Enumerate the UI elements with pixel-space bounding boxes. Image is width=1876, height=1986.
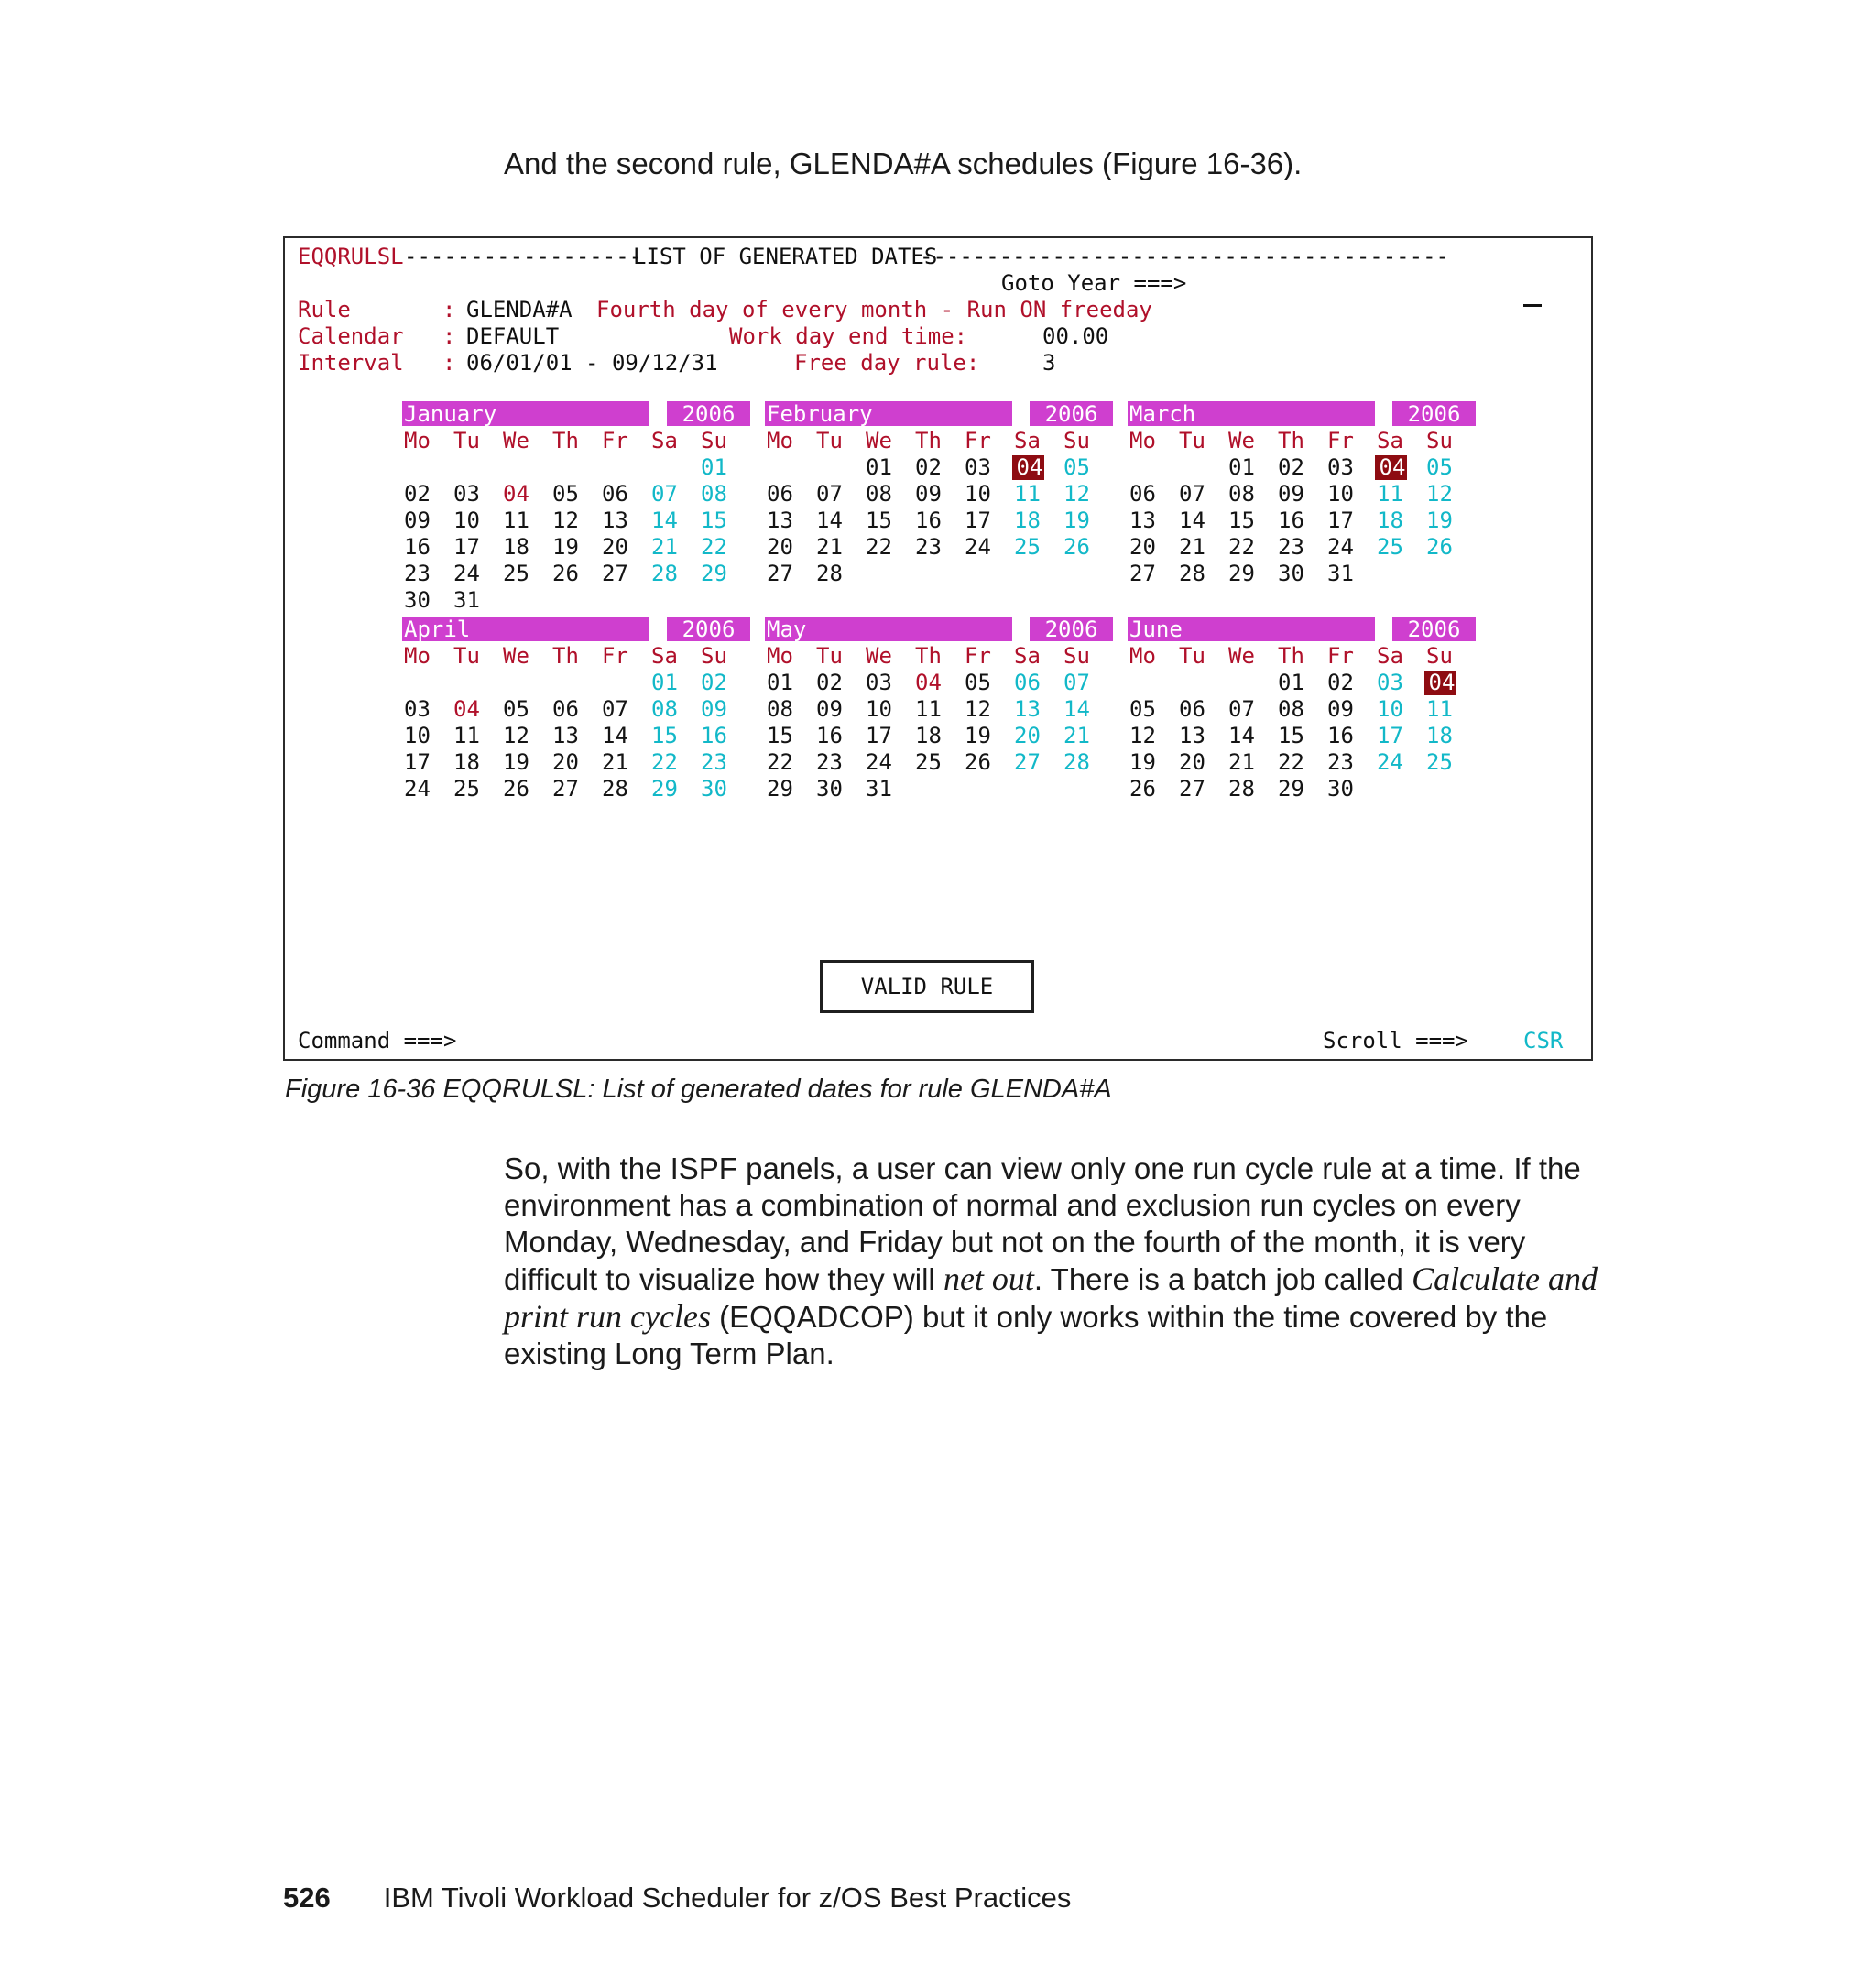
calendar-colon: : [442,323,456,349]
calendar-day: 19 [1129,749,1156,775]
calendar-day: 20 [602,534,628,560]
calendar-day: 21 [1063,723,1090,748]
calendar-day: 07 [1228,696,1255,722]
calendar-day: 09 [404,507,431,533]
weekday-header: Fr [965,643,991,669]
goto-year-input[interactable] [1523,304,1542,307]
weekday-header: Fr [602,643,628,669]
body-text-3: (EQQADCOP) but it only works within the time covered by the existing Long Term Plan. [504,1300,1548,1370]
calendar-day: 23 [816,749,843,775]
calendar-day: 26 [965,749,991,775]
calendar-day: 23 [404,561,431,586]
body-emphasis-net-out: net out [943,1260,1034,1297]
book-title: IBM Tivoli Workload Scheduler for z/OS Best Practices [383,1882,1072,1914]
calendar-day: 25 [1014,534,1041,560]
calendar-day: 01 [651,670,678,695]
weekday-header: We [1228,428,1255,453]
weekday-header: Fr [602,428,628,453]
calendar-day: 25 [915,749,942,775]
calendar-day: 17 [453,534,480,560]
interval-label: Interval [298,350,404,376]
calendar-day: 15 [651,723,678,748]
calendar-day: 21 [1228,749,1255,775]
weekday-header: Sa [1014,428,1041,453]
calendar-day: 05 [503,696,529,722]
calendar-day: 12 [1426,481,1453,507]
calendar-day: 09 [701,696,727,722]
valid-rule-button[interactable]: VALID RULE [820,960,1034,1013]
month-name: February [765,401,1012,426]
calendar-day: 12 [1063,481,1090,507]
calendar-day: 14 [816,507,843,533]
calendar-day: 22 [701,534,727,560]
calendar-day: 17 [866,723,892,748]
calendar-day: 13 [767,507,793,533]
calendar-day: 03 [404,696,431,722]
work-day-end-label: Work day end time: [729,323,968,349]
calendar-day: 16 [915,507,942,533]
calendar-day: 01 [701,454,727,480]
calendar-day: 23 [701,749,727,775]
calendar-day: 11 [453,723,480,748]
weekday-header: Tu [453,643,480,669]
calendar-day: 02 [816,670,843,695]
weekday-header: Tu [453,428,480,453]
month-name: January [402,401,649,426]
calendar-day: 28 [816,561,843,586]
calendar-day: 03 [453,481,480,507]
calendar-day: 09 [915,481,942,507]
weekday-header: Su [1063,643,1090,669]
weekday-header: We [1228,643,1255,669]
calendar-day: 05 [1129,696,1156,722]
calendar-day: 28 [1063,749,1090,775]
calendar-day: 11 [1014,481,1041,507]
generated-date-highlight [1014,454,1045,481]
calendar-day: 12 [503,723,529,748]
weekday-header: We [503,643,529,669]
scroll-value[interactable]: CSR [1523,1028,1564,1053]
calendar-day: 19 [1426,507,1453,533]
calendar-day: 30 [1327,776,1354,802]
calendar-day: 22 [1228,534,1255,560]
calendar-day: 14 [1063,696,1090,722]
calendar-day: 06 [602,481,628,507]
calendar-day: 20 [552,749,579,775]
month-year: 2006 [667,401,750,426]
calendar-day: 10 [965,481,991,507]
generated-date-highlight [1426,670,1457,696]
calendar-day: 02 [404,481,431,507]
month-year: 2006 [1392,401,1476,426]
goto-year-label: Goto Year ===> [1001,270,1187,296]
weekday-header: Su [701,643,727,669]
rule-label: Rule [298,297,351,322]
weekday-header: Fr [1327,428,1354,453]
calendar-day: 26 [503,776,529,802]
calendar-day: 31 [866,776,892,802]
body-text-1: So, with the ISPF panels, a user can view only one run cycle rule at a time. If the environment has a combination of normal and exclusion run cycles on every Monday, Wednesday, and Friday but not on the fourth of the month, it is very difficult to visualize how they will [504,1151,1581,1296]
calendar-day: 09 [816,696,843,722]
ispf-panel [283,236,1593,1061]
calendar-day: 30 [816,776,843,802]
calendar-day: 06 [1179,696,1205,722]
calendar-day: 10 [1377,696,1403,722]
calendar-day: 07 [816,481,843,507]
calendar-day: 26 [1426,534,1453,560]
calendar-day: 15 [1228,507,1255,533]
calendar-day: 30 [701,776,727,802]
calendar-day: 01 [767,670,793,695]
calendar-day: 17 [1377,723,1403,748]
calendar-day: 23 [915,534,942,560]
calendar-day: 08 [1278,696,1304,722]
calendar-day: 24 [404,776,431,802]
calendar-day: 23 [1278,534,1304,560]
calendar-day: 07 [651,481,678,507]
day-number: 04 [1016,454,1043,480]
calendar-day: 18 [503,534,529,560]
weekday-header: Th [1278,428,1304,453]
calendar-day: 24 [1327,534,1354,560]
calendar-day: 30 [1278,561,1304,586]
panel-title: LIST OF GENERATED DATES [633,244,938,269]
calendar-day: 26 [1129,776,1156,802]
weekday-header: Mo [404,643,431,669]
calendar-day: 07 [1179,481,1205,507]
calendar-day: 12 [552,507,579,533]
calendar-day: 17 [1327,507,1354,533]
month-year: 2006 [1030,401,1113,426]
weekday-header: Th [1278,643,1304,669]
calendar-day: 13 [1014,696,1041,722]
calendar-day: 19 [552,534,579,560]
weekday-header: Su [701,428,727,453]
calendar-day: 28 [602,776,628,802]
calendar-day: 08 [651,696,678,722]
weekday-header: Mo [404,428,431,453]
calendar-day: 12 [1129,723,1156,748]
calendar-day: 09 [1327,696,1354,722]
month-year: 2006 [1030,617,1113,641]
intro-paragraph: And the second rule, GLENDA#A schedules (Figure 16-36). [504,147,1303,180]
calendar-day: 10 [404,723,431,748]
interval-colon: : [442,350,456,376]
calendar-day: 21 [602,749,628,775]
calendar-day: 15 [767,723,793,748]
calendar-day: 18 [453,749,480,775]
calendar-day: 31 [1327,561,1354,586]
weekday-header: Su [1426,428,1453,453]
calendar-day: 02 [701,670,727,695]
calendar-day: 02 [915,454,942,480]
weekday-header: Mo [1129,643,1156,669]
calendar-day: 19 [1063,507,1090,533]
calendar-day: 13 [552,723,579,748]
scroll-label: Scroll ===> [1323,1028,1468,1053]
calendar-day: 14 [1179,507,1205,533]
calendar-day: 22 [651,749,678,775]
calendar-day: 24 [965,534,991,560]
calendar-day: 27 [767,561,793,586]
rule-value: GLENDA#A [466,297,573,322]
weekday-header: Th [552,428,579,453]
calendar-day: 09 [1278,481,1304,507]
calendar-day: 05 [1063,454,1090,480]
body-text-2: . There is a batch job called [1033,1262,1412,1296]
calendar-day: 21 [1179,534,1205,560]
weekday-header: Mo [767,643,793,669]
month-name: June [1128,617,1375,641]
calendar-day: 24 [1377,749,1403,775]
calendar-day: 29 [1278,776,1304,802]
weekday-header: Th [915,643,942,669]
calendar-day: 29 [651,776,678,802]
month-name: May [765,617,1012,641]
weekday-header: Fr [1327,643,1354,669]
calendar-day: 08 [767,696,793,722]
calendar-day: 10 [453,507,480,533]
calendar-day: 21 [651,534,678,560]
calendar-day: 10 [866,696,892,722]
calendar-day: 15 [1278,723,1304,748]
calendar-day: 02 [1278,454,1304,480]
weekday-header: Th [915,428,942,453]
calendar-day: 27 [1014,749,1041,775]
weekday-header: Mo [1129,428,1156,453]
weekday-header: Tu [816,643,843,669]
weekday-header: Th [552,643,579,669]
calendar-day: 08 [866,481,892,507]
title-rule-right: ---------------------------------------- [920,244,1449,269]
calendar-day: 03 [965,454,991,480]
calendar-value: DEFAULT [466,323,560,349]
figure-caption: Figure 16-36 EQQRULSL: List of generated dates for rule GLENDA#A [285,1075,1112,1104]
calendar-day: 16 [1278,507,1304,533]
calendar-day: 14 [1228,723,1255,748]
free-day-rule-value: 3 [1042,350,1056,376]
page-number: 526 [283,1882,331,1914]
calendar-day: 05 [965,670,991,695]
calendar-day: 18 [1377,507,1403,533]
calendar-day: 11 [915,696,942,722]
calendar-day: 18 [915,723,942,748]
weekday-header: Mo [767,428,793,453]
calendar-day: 03 [1377,670,1403,695]
weekday-header: Fr [965,428,991,453]
calendar-day: 06 [767,481,793,507]
month-name: March [1128,401,1375,426]
calendar-day: 07 [1063,670,1090,695]
calendar-day: 11 [503,507,529,533]
calendar-day: 29 [1228,561,1255,586]
calendar-day: 15 [701,507,727,533]
command-label: Command ===> [298,1028,457,1053]
calendar-day: 23 [1327,749,1354,775]
panel-id: EQQRULSL [298,244,404,269]
month-name: April [402,617,649,641]
calendar-day: 22 [767,749,793,775]
calendar-label: Calendar [298,323,404,349]
weekday-header: Tu [816,428,843,453]
calendar-day: 25 [1377,534,1403,560]
weekday-header: We [503,428,529,453]
weekday-header: Sa [651,428,678,453]
calendar-day: 24 [866,749,892,775]
weekday-header: Sa [651,643,678,669]
calendar-day: 27 [602,561,628,586]
calendar-day: 07 [602,696,628,722]
calendar-day: 27 [1179,776,1205,802]
calendar-day: 14 [602,723,628,748]
calendar-day: 06 [1014,670,1041,695]
rule-colon: : [442,297,456,322]
weekday-header: Su [1426,643,1453,669]
calendar-day: 17 [965,507,991,533]
calendar-day: 31 [453,587,480,613]
calendar-day: 06 [1129,481,1156,507]
calendar-day: 08 [701,481,727,507]
calendar-day: 18 [1014,507,1041,533]
calendar-day: 04 [503,481,529,507]
calendar-day: 01 [1228,454,1255,480]
calendar-day: 30 [404,587,431,613]
calendar-day: 24 [453,561,480,586]
calendar-day: 02 [1327,670,1354,695]
interval-value: 06/01/01 - 09/12/31 [466,350,718,376]
calendar-day: 28 [651,561,678,586]
calendar-day: 29 [767,776,793,802]
calendar-day: 14 [651,507,678,533]
calendar-day: 18 [1426,723,1453,748]
free-day-rule-label: Free day rule: [794,350,980,376]
calendar-day: 05 [1426,454,1453,480]
calendar-day: 25 [503,561,529,586]
calendar-day: 03 [866,670,892,695]
calendar-day: 11 [1426,696,1453,722]
calendar-day: 11 [1377,481,1403,507]
calendar-day: 25 [453,776,480,802]
calendar-day: 26 [552,561,579,586]
calendar-day: 04 [915,670,942,695]
calendar-day: 03 [1327,454,1354,480]
calendar-day: 01 [866,454,892,480]
body-emphasis-job-name: Calculate and print run cycles [504,1260,1598,1335]
calendar-day: 01 [1278,670,1304,695]
title-rule-left: ------------------ [404,244,643,269]
calendar-day: 21 [816,534,843,560]
weekday-header: Su [1063,428,1090,453]
month-year: 2006 [1392,617,1476,641]
weekday-header: Sa [1377,428,1403,453]
weekday-header: We [866,428,892,453]
calendar-day: 16 [404,534,431,560]
calendar-day: 27 [552,776,579,802]
calendar-day: 08 [1228,481,1255,507]
weekday-header: We [866,643,892,669]
work-day-end-value: 00.00 [1042,323,1109,349]
calendar-day: 20 [767,534,793,560]
weekday-header: Sa [1377,643,1403,669]
calendar-day: 22 [1278,749,1304,775]
rule-description: Fourth day of every month - Run ON freeday [596,297,1152,322]
calendar-day: 29 [701,561,727,586]
calendar-day: 19 [965,723,991,748]
calendar-day: 28 [1228,776,1255,802]
calendar-day: 26 [1063,534,1090,560]
calendar-day: 13 [1129,507,1156,533]
day-number: 04 [1379,454,1406,480]
calendar-day: 13 [602,507,628,533]
calendar-day: 06 [552,696,579,722]
calendar-day: 20 [1129,534,1156,560]
calendar-day: 20 [1014,723,1041,748]
calendar-day: 27 [1129,561,1156,586]
calendar-day: 22 [866,534,892,560]
calendar-day: 16 [1327,723,1354,748]
page-footer [283,1880,1071,1916]
month-year: 2006 [667,617,750,641]
calendar-day: 16 [701,723,727,748]
weekday-header: Tu [1179,643,1205,669]
calendar-day: 25 [1426,749,1453,775]
calendar-day: 28 [1179,561,1205,586]
generated-date-highlight [1377,454,1408,481]
calendar-day: 17 [404,749,431,775]
calendar-day: 10 [1327,481,1354,507]
calendar-day: 13 [1179,723,1205,748]
calendar-day: 12 [965,696,991,722]
weekday-header: Tu [1179,428,1205,453]
day-number: 04 [1428,670,1456,695]
body-paragraph [504,1151,1603,1372]
calendar-day: 04 [453,696,480,722]
calendar-day: 19 [503,749,529,775]
calendar-day: 15 [866,507,892,533]
calendar-day: 16 [816,723,843,748]
calendar-day: 05 [552,481,579,507]
calendar-day: 20 [1179,749,1205,775]
command-input[interactable] [472,1028,1095,1054]
weekday-header: Sa [1014,643,1041,669]
